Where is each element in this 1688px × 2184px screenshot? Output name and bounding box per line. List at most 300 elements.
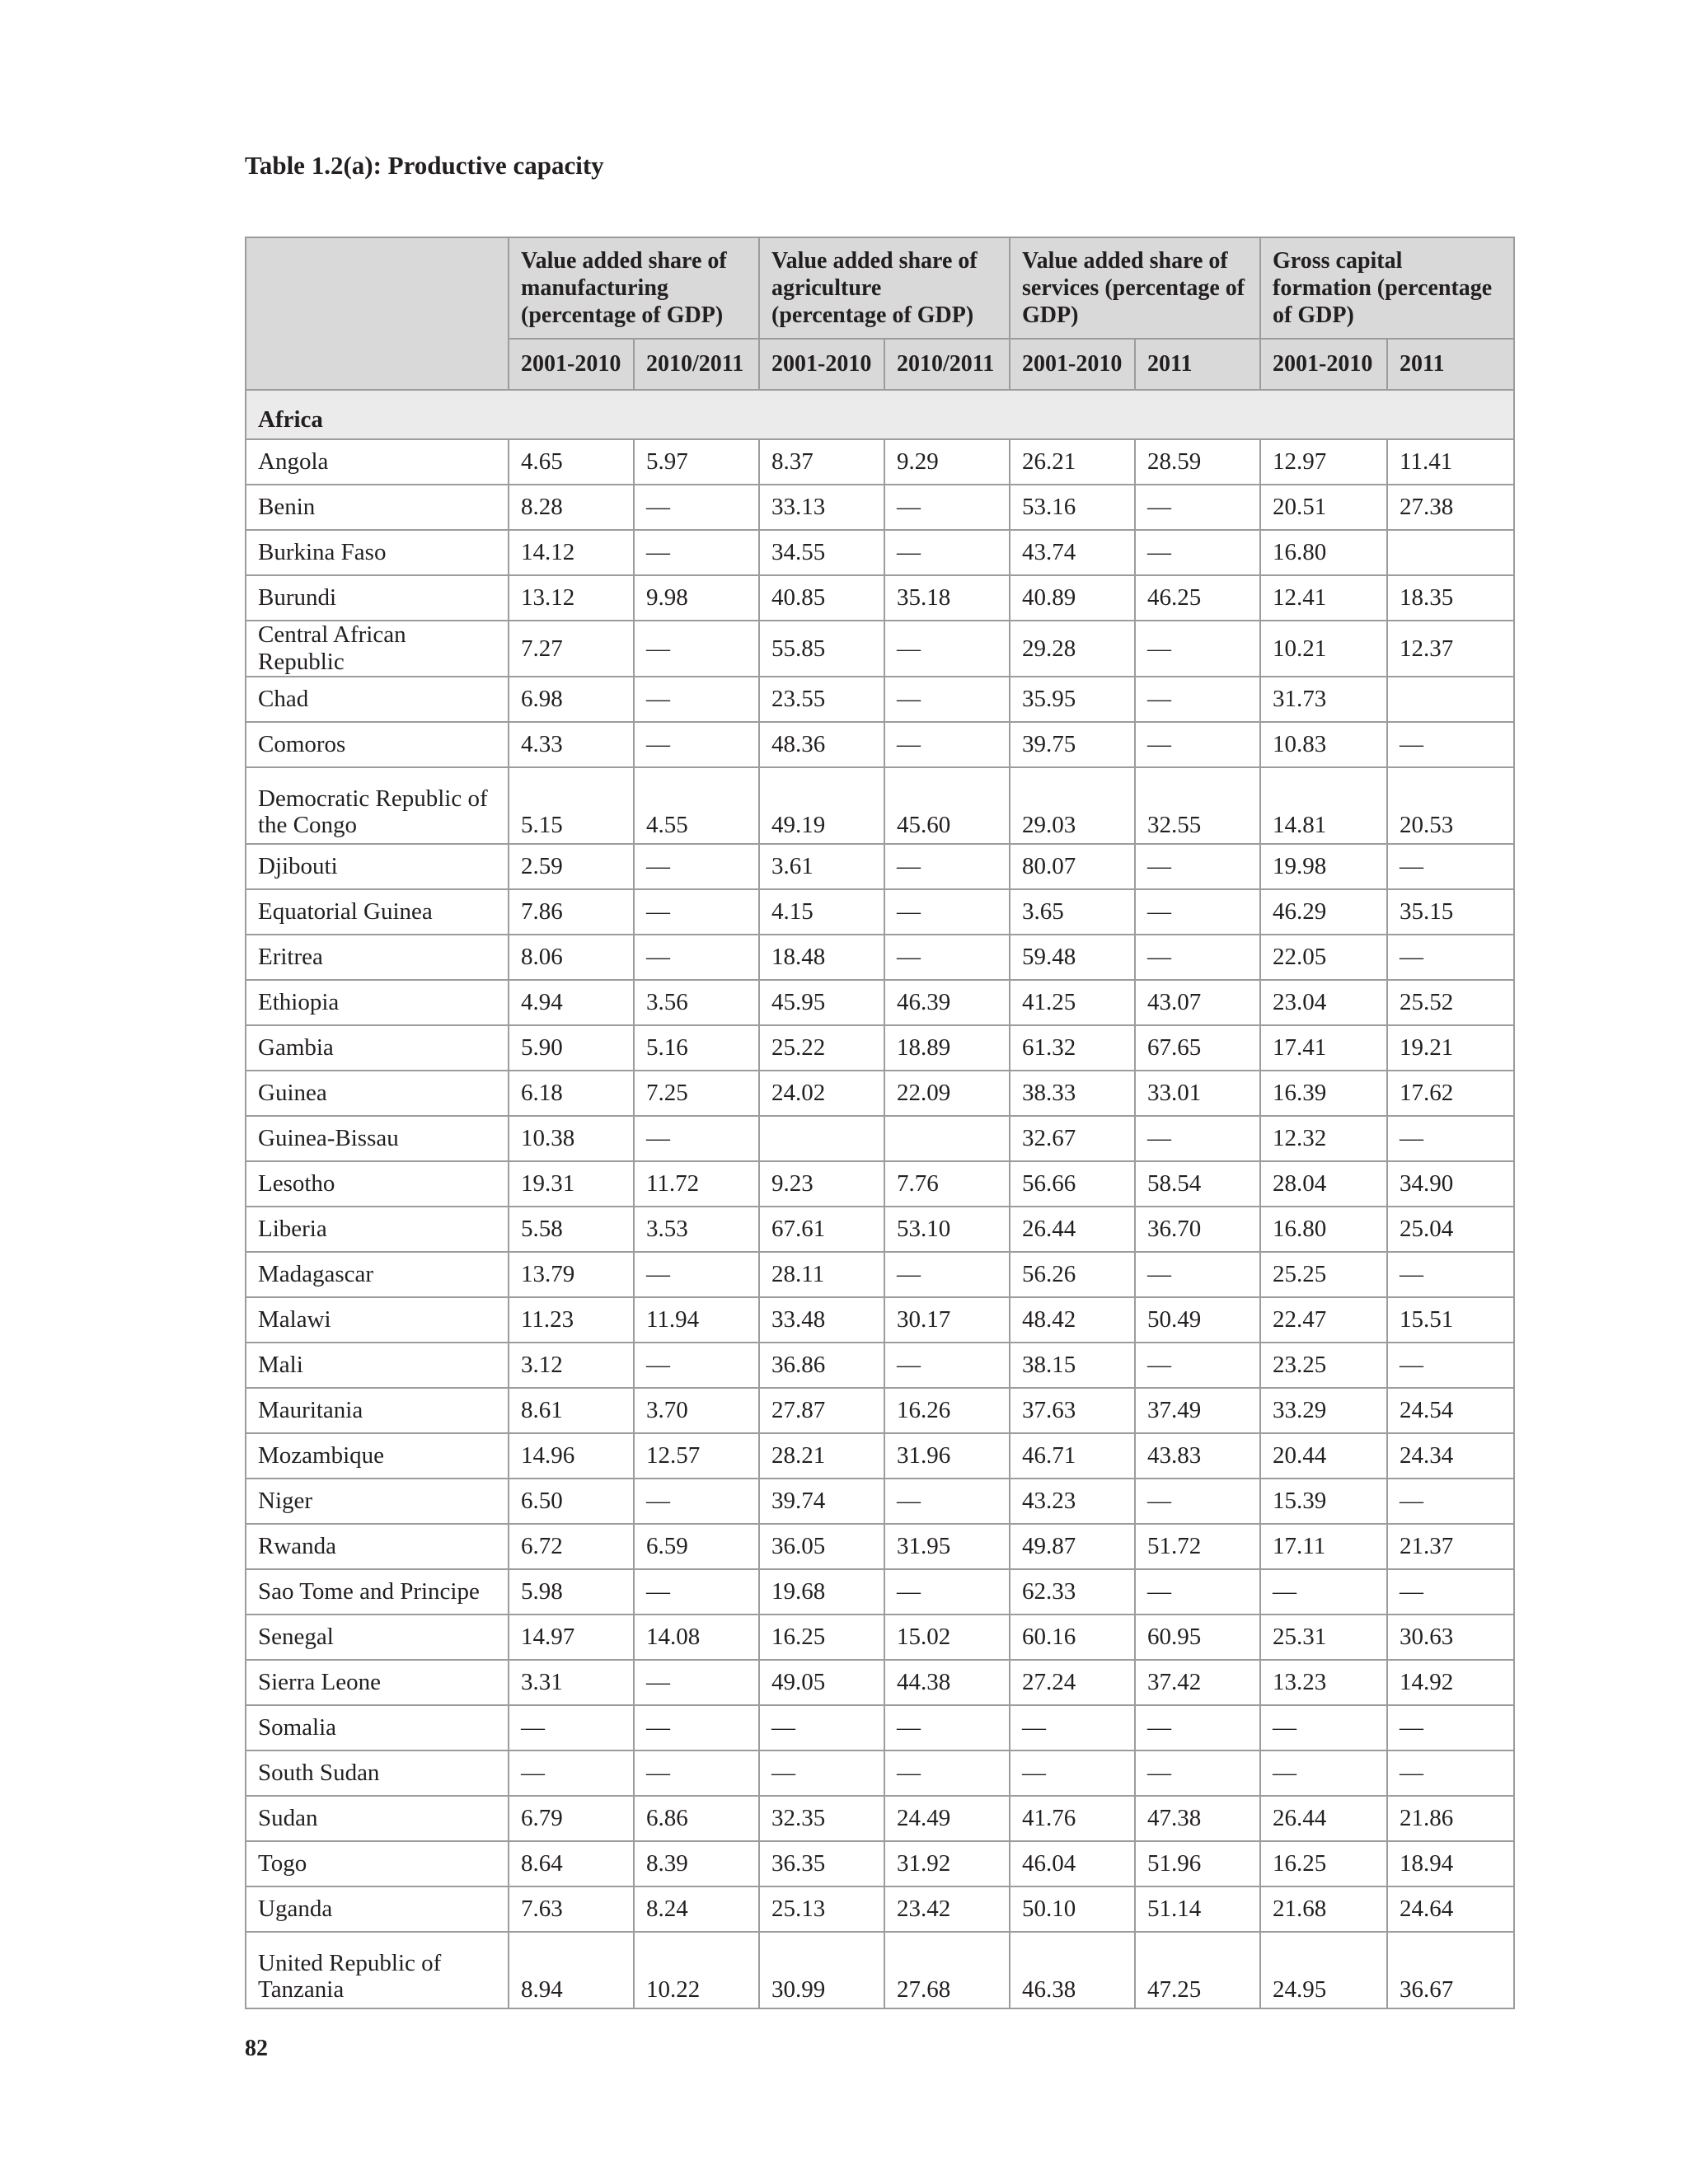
value-cell: 14.96 [509,1433,634,1479]
table-row [246,980,1514,1025]
value-cell: 8.37 [759,439,884,485]
value-cell: 3.65 [1010,889,1135,935]
subheader-cell: 2001-2010 [509,339,634,390]
value-cell: 15.51 [1387,1297,1514,1343]
value-cell: 6.59 [634,1524,759,1569]
value-cell: — [634,1569,759,1615]
value-cell: 17.41 [1260,1025,1387,1071]
value-cell: 11.72 [634,1161,759,1207]
value-cell: 23.42 [884,1886,1010,1932]
value-cell: 49.19 [759,767,884,844]
value-cell: 18.94 [1387,1841,1514,1886]
country-cell: Comoros [246,722,509,767]
value-cell: — [1135,1569,1260,1615]
page-number: 82 [245,2036,268,2061]
table-row [246,767,1514,844]
value-cell: — [634,1252,759,1297]
table-row [246,1071,1514,1116]
value-cell: 12.41 [1260,575,1387,621]
country-cell: Sierra Leone [246,1660,509,1705]
value-cell: 16.25 [1260,1841,1387,1886]
country-cell: Uganda [246,1886,509,1932]
value-cell: 35.18 [884,575,1010,621]
value-cell: 22.09 [884,1071,1010,1116]
country-cell: Gambia [246,1025,509,1071]
value-cell: 25.31 [1260,1615,1387,1660]
value-cell: — [1135,889,1260,935]
value-cell: 32.55 [1135,767,1260,844]
value-cell: 58.54 [1135,1161,1260,1207]
value-cell: — [634,889,759,935]
value-cell: 18.35 [1387,575,1514,621]
value-cell: — [634,1116,759,1161]
value-cell: — [1135,1479,1260,1524]
value-cell: — [634,844,759,889]
group-header-agriculture: Value added share of agriculture (percentage of GDP) [759,237,1010,339]
value-cell: 29.03 [1010,767,1135,844]
value-cell: 21.86 [1387,1796,1514,1841]
value-cell: 62.33 [1010,1569,1135,1615]
value-cell: 40.85 [759,575,884,621]
value-cell: 46.25 [1135,575,1260,621]
value-cell: 22.05 [1260,935,1387,980]
value-cell: 31.96 [884,1433,1010,1479]
value-cell: 23.25 [1260,1343,1387,1388]
table-body [246,390,1514,2008]
value-cell: — [509,1705,634,1750]
country-cell: Guinea-Bissau [246,1116,509,1161]
value-cell: 10.83 [1260,722,1387,767]
value-cell: 38.15 [1010,1343,1135,1388]
value-cell: 21.68 [1260,1886,1387,1932]
value-cell: 31.92 [884,1841,1010,1886]
table-row [246,1615,1514,1660]
value-cell: 45.95 [759,980,884,1025]
value-cell: 60.95 [1135,1615,1260,1660]
table-title: Table 1.2(a): Productive capacity [245,151,604,180]
value-cell: 41.25 [1010,980,1135,1025]
value-cell: 25.13 [759,1886,884,1932]
value-cell: 6.86 [634,1796,759,1841]
value-cell: 28.21 [759,1433,884,1479]
value-cell: 48.42 [1010,1297,1135,1343]
country-cell: Madagascar [246,1252,509,1297]
country-cell: Guinea [246,1071,509,1116]
value-cell: 16.39 [1260,1071,1387,1116]
value-cell: 53.16 [1010,485,1135,530]
value-cell: 56.66 [1010,1161,1135,1207]
value-cell: — [1260,1705,1387,1750]
value-cell: — [1387,1569,1514,1615]
value-cell: 50.10 [1010,1886,1135,1932]
country-cell: Malawi [246,1297,509,1343]
value-cell: 24.34 [1387,1433,1514,1479]
value-cell: 5.90 [509,1025,634,1071]
country-cell: Central African Republic [246,621,509,677]
value-cell: — [884,1569,1010,1615]
value-cell: 17.62 [1387,1071,1514,1116]
value-cell: 35.95 [1010,677,1135,722]
value-cell: — [1135,1252,1260,1297]
value-cell: 43.74 [1010,530,1135,575]
value-cell: — [634,1660,759,1705]
value-cell: 32.35 [759,1796,884,1841]
value-cell: 6.98 [509,677,634,722]
value-cell: 10.21 [1260,621,1387,677]
region-row [246,390,1514,439]
table-row [246,1433,1514,1479]
value-cell: 24.49 [884,1796,1010,1841]
value-cell: 43.07 [1135,980,1260,1025]
value-cell: — [759,1750,884,1796]
table-row [246,1750,1514,1796]
data-table [245,237,1515,2009]
value-cell: 67.65 [1135,1025,1260,1071]
value-cell: 12.37 [1387,621,1514,677]
value-cell: 9.98 [634,575,759,621]
value-cell: 3.56 [634,980,759,1025]
value-cell: 16.25 [759,1615,884,1660]
group-header-capital-formation: Gross capital formation (percentage of GDP) [1260,237,1514,339]
value-cell: 24.64 [1387,1886,1514,1932]
value-cell: 14.08 [634,1615,759,1660]
value-cell: — [884,1750,1010,1796]
value-cell: 3.12 [509,1343,634,1388]
table-row [246,1841,1514,1886]
subheader-cell: 2001-2010 [1010,339,1135,390]
table-row [246,1932,1514,2008]
value-cell: 43.83 [1135,1433,1260,1479]
value-cell: — [1387,1116,1514,1161]
value-cell: 24.54 [1387,1388,1514,1433]
value-cell: 34.90 [1387,1161,1514,1207]
value-cell: 4.15 [759,889,884,935]
value-cell: — [1387,1750,1514,1796]
value-cell: — [884,621,1010,677]
country-cell: Mozambique [246,1433,509,1479]
value-cell: 26.21 [1010,439,1135,485]
value-cell: 16.26 [884,1388,1010,1433]
country-cell: Chad [246,677,509,722]
value-cell: 19.31 [509,1161,634,1207]
table-row [246,1343,1514,1388]
value-cell: 27.87 [759,1388,884,1433]
value-cell: 80.07 [1010,844,1135,889]
productive-capacity-table [245,237,1513,2009]
value-cell: 25.22 [759,1025,884,1071]
value-cell: 28.59 [1135,439,1260,485]
value-cell: 8.24 [634,1886,759,1932]
table-row [246,1116,1514,1161]
value-cell: 61.32 [1010,1025,1135,1071]
country-cell: South Sudan [246,1750,509,1796]
value-cell: 19.21 [1387,1025,1514,1071]
value-cell: 36.35 [759,1841,884,1886]
table-row [246,1796,1514,1841]
value-cell: — [884,1343,1010,1388]
value-cell: — [884,485,1010,530]
value-cell: 56.26 [1010,1252,1135,1297]
value-cell: 3.53 [634,1207,759,1252]
country-cell: Somalia [246,1705,509,1750]
value-cell: 13.23 [1260,1660,1387,1705]
value-cell: 5.98 [509,1569,634,1615]
value-cell: 34.55 [759,530,884,575]
table-row [246,1524,1514,1569]
country-cell: Ethiopia [246,980,509,1025]
value-cell: 6.18 [509,1071,634,1116]
value-cell: 53.10 [884,1207,1010,1252]
value-cell: 49.87 [1010,1524,1135,1569]
value-cell: 6.72 [509,1524,634,1569]
value-cell: 24.02 [759,1071,884,1116]
value-cell: — [884,677,1010,722]
value-cell: — [634,485,759,530]
value-cell: — [634,1479,759,1524]
value-cell: 46.04 [1010,1841,1135,1886]
value-cell: 5.58 [509,1207,634,1252]
country-cell: Sao Tome and Principe [246,1569,509,1615]
value-cell: — [884,722,1010,767]
value-cell: — [1387,722,1514,767]
country-cell: Eritrea [246,935,509,980]
country-cell: Sudan [246,1796,509,1841]
value-cell: 46.39 [884,980,1010,1025]
value-cell: — [759,1705,884,1750]
country-cell: Rwanda [246,1524,509,1569]
value-cell: — [1387,1705,1514,1750]
subheader-cell: 2010/2011 [884,339,1010,390]
table-row [246,935,1514,980]
country-cell: Mauritania [246,1388,509,1433]
value-cell: 3.70 [634,1388,759,1433]
value-cell: 14.97 [509,1615,634,1660]
value-cell: 51.72 [1135,1524,1260,1569]
value-cell: — [634,722,759,767]
subheader-cell: 2010/2011 [634,339,759,390]
table-row [246,575,1514,621]
value-cell [884,1116,1010,1161]
value-cell: 14.12 [509,530,634,575]
value-cell: 15.02 [884,1615,1010,1660]
value-cell: 12.32 [1260,1116,1387,1161]
value-cell: 9.29 [884,439,1010,485]
value-cell: 20.44 [1260,1433,1387,1479]
value-cell: 47.38 [1135,1796,1260,1841]
value-cell: — [884,935,1010,980]
value-cell: 36.05 [759,1524,884,1569]
value-cell: 4.33 [509,722,634,767]
value-cell: 10.22 [634,1932,759,2008]
value-cell: 35.15 [1387,889,1514,935]
value-cell: 25.52 [1387,980,1514,1025]
value-cell: 46.38 [1010,1932,1135,2008]
subheader-cell: 2011 [1135,339,1260,390]
value-cell: 11.41 [1387,439,1514,485]
value-cell: 37.42 [1135,1660,1260,1705]
value-cell: 51.14 [1135,1886,1260,1932]
value-cell: 27.24 [1010,1660,1135,1705]
value-cell: 8.94 [509,1932,634,2008]
value-cell: — [1135,530,1260,575]
value-cell [759,1116,884,1161]
value-cell: 23.55 [759,677,884,722]
value-cell: — [1387,935,1514,980]
value-cell: — [1135,935,1260,980]
table-row [246,1161,1514,1207]
value-cell: 59.48 [1010,935,1135,980]
value-cell: 11.23 [509,1297,634,1343]
value-cell: 12.57 [634,1433,759,1479]
subheader-cell: 2001-2010 [759,339,884,390]
value-cell: 20.51 [1260,485,1387,530]
table-row [246,1297,1514,1343]
value-cell: — [1135,1705,1260,1750]
value-cell: — [884,889,1010,935]
country-cell: Togo [246,1841,509,1886]
value-cell: — [884,1252,1010,1297]
value-cell: 40.89 [1010,575,1135,621]
value-cell: 5.97 [634,439,759,485]
value-cell: 33.13 [759,485,884,530]
country-cell: Niger [246,1479,509,1524]
corner-header-cell [246,237,509,390]
value-cell: — [1260,1750,1387,1796]
value-cell: 9.23 [759,1161,884,1207]
country-cell: Burundi [246,575,509,621]
value-cell: 3.61 [759,844,884,889]
value-cell: 33.29 [1260,1388,1387,1433]
value-cell: 13.79 [509,1252,634,1297]
value-cell: 8.39 [634,1841,759,1886]
value-cell: — [1135,1343,1260,1388]
group-header-manufacturing: Value added share of manufacturing (percentage of GDP) [509,237,759,339]
value-cell: 36.67 [1387,1932,1514,2008]
country-cell: Mali [246,1343,509,1388]
value-cell: 6.79 [509,1796,634,1841]
value-cell: 24.95 [1260,1932,1387,2008]
value-cell: 38.33 [1010,1071,1135,1116]
value-cell: 5.15 [509,767,634,844]
value-cell: 28.11 [759,1252,884,1297]
value-cell: — [634,935,759,980]
value-cell: — [634,1750,759,1796]
value-cell: 27.38 [1387,485,1514,530]
table-row [246,1025,1514,1071]
value-cell: 18.48 [759,935,884,980]
table-row [246,621,1514,677]
value-cell: 39.75 [1010,722,1135,767]
value-cell: 22.47 [1260,1297,1387,1343]
value-cell: — [634,621,759,677]
value-cell: 6.50 [509,1479,634,1524]
table-row [246,1569,1514,1615]
table-row [246,1479,1514,1524]
value-cell: — [1387,844,1514,889]
value-cell: 2.59 [509,844,634,889]
table-row [246,530,1514,575]
value-cell: 39.74 [759,1479,884,1524]
value-cell: 17.11 [1260,1524,1387,1569]
table-row [246,1886,1514,1932]
value-cell: 16.80 [1260,1207,1387,1252]
value-cell: — [1135,621,1260,677]
value-cell: 8.06 [509,935,634,980]
country-cell: Equatorial Guinea [246,889,509,935]
table-row [246,677,1514,722]
value-cell: 32.67 [1010,1116,1135,1161]
country-cell: Democratic Republic of the Congo [246,767,509,844]
value-cell: 3.31 [509,1660,634,1705]
value-cell: 26.44 [1010,1207,1135,1252]
table-row [246,485,1514,530]
value-cell: 13.12 [509,575,634,621]
value-cell: 50.49 [1135,1297,1260,1343]
value-cell: 44.38 [884,1660,1010,1705]
value-cell: — [634,1705,759,1750]
country-cell: Senegal [246,1615,509,1660]
value-cell: 5.16 [634,1025,759,1071]
value-cell: 14.92 [1387,1660,1514,1705]
value-cell: 21.37 [1387,1524,1514,1569]
value-cell: — [1135,677,1260,722]
value-cell: — [509,1750,634,1796]
region-label: Africa [246,390,1514,439]
subheader-cell: 2011 [1387,339,1514,390]
country-cell: United Republic of Tanzania [246,1932,509,2008]
value-cell: 33.48 [759,1297,884,1343]
value-cell: — [634,677,759,722]
value-cell: — [1135,722,1260,767]
value-cell: 8.61 [509,1388,634,1433]
value-cell: 7.63 [509,1886,634,1932]
value-cell: 37.63 [1010,1388,1135,1433]
value-cell: 33.01 [1135,1071,1260,1116]
value-cell: 16.80 [1260,530,1387,575]
value-cell: 26.44 [1260,1796,1387,1841]
value-cell: 7.25 [634,1071,759,1116]
value-cell: 30.63 [1387,1615,1514,1660]
value-cell: — [634,1343,759,1388]
group-header-services: Value added share of services (percentage of GDP) [1010,237,1260,339]
value-cell: 36.86 [759,1343,884,1388]
value-cell: 30.17 [884,1297,1010,1343]
value-cell: 28.04 [1260,1161,1387,1207]
value-cell: — [1387,1252,1514,1297]
subheader-cell: 2001-2010 [1260,339,1387,390]
value-cell: 27.68 [884,1932,1010,2008]
value-cell: — [884,844,1010,889]
value-cell: 25.25 [1260,1252,1387,1297]
value-cell: 41.76 [1010,1796,1135,1841]
table-row [246,1660,1514,1705]
table-row [246,889,1514,935]
value-cell: 46.71 [1010,1433,1135,1479]
country-cell: Angola [246,439,509,485]
value-cell: — [1260,1569,1387,1615]
value-cell: 49.05 [759,1660,884,1705]
value-cell: 48.36 [759,722,884,767]
value-cell: 55.85 [759,621,884,677]
value-cell: 60.16 [1010,1615,1135,1660]
value-cell: 8.64 [509,1841,634,1886]
value-cell: — [1010,1750,1135,1796]
value-cell: — [1010,1705,1135,1750]
table-row [246,439,1514,485]
value-cell: 31.73 [1260,677,1387,722]
value-cell: 15.39 [1260,1479,1387,1524]
value-cell: — [1135,485,1260,530]
